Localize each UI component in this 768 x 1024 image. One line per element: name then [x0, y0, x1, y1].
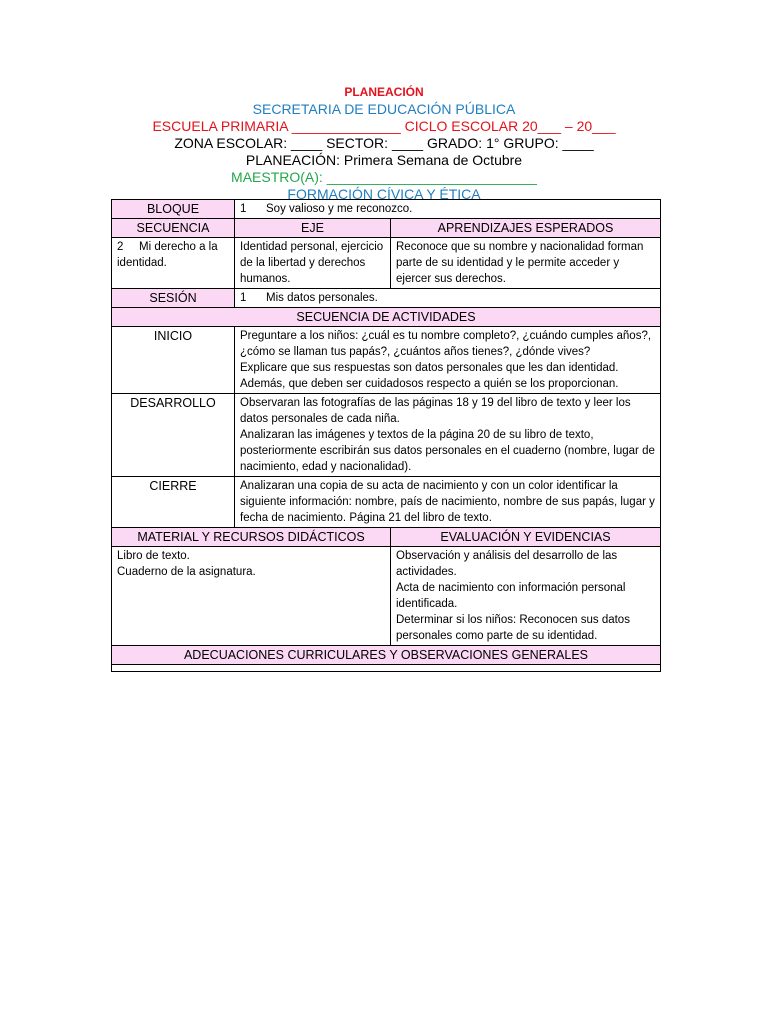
bloque-label: BLOQUE [112, 200, 235, 219]
inicio-paragraph-2: Explicare que sus respuestas son datos personales que les dan identidad. Además, que deben ser cuidadosos respecto a quién se los proporcionan. [240, 362, 619, 390]
sesion-value-cell [235, 289, 661, 308]
planeacion-semana-line: PLANEACIÓN: Primera Semana de Octubre [245, 152, 523, 168]
bloque-value: Soy valioso y me reconozco. [266, 203, 413, 215]
inicio-label: INICIO [112, 327, 235, 394]
adecuaciones-empty-row [112, 665, 661, 672]
material-content [112, 547, 391, 646]
evaluacion-content [391, 547, 661, 646]
planeacion-title: PLANEACIÓN [344, 85, 424, 99]
evaluacion-item: Determinar si los niños: Reconocen sus datos personales como parte de su identidad. [396, 614, 630, 642]
material-header: MATERIAL Y RECURSOS DIDÁCTICOS [112, 528, 391, 547]
desarrollo-paragraph-2: Analizaran las imágenes y textos de la página 20 de su libro de texto, posteriormente escribirán sus datos personales en el cuaderno (nombre, lugar de nacimiento, edad y nacionalidad). [240, 429, 655, 473]
zona-line: ZONA ESCOLAR: ____ SECTOR: ____ GRADO: 1° GRUPO: ____ [174, 135, 594, 151]
desarrollo-paragraph-1: Observaran las fotografías de las páginas 18 y 19 del libro de texto y leer los datos personales de cada niña. [240, 397, 631, 425]
bloque-row [112, 200, 661, 219]
desarrollo-row [112, 394, 661, 477]
secuencia-actividades-header: SECUENCIA DE ACTIVIDADES [112, 308, 661, 327]
material-evaluacion-header-row [112, 528, 661, 547]
secuencia-header: SECUENCIA [112, 219, 235, 238]
cierre-label: CIERRE [112, 477, 235, 528]
desarrollo-content [235, 394, 661, 477]
inicio-row [112, 327, 661, 394]
secuencia-value: Mi derecho a la identidad. [117, 241, 218, 269]
cierre-row [112, 477, 661, 528]
material-item: Libro de texto. [117, 550, 190, 562]
aprendizajes-header: APRENDIZAJES ESPERADOS [391, 219, 661, 238]
material-evaluacion-row [112, 547, 661, 646]
escuela-line: ESCUELA PRIMARIA ______________ CICLO ESCOLAR 20___ – 20___ [152, 118, 616, 134]
aprendizajes-cell: Reconoce que su nombre y nacionalidad forman parte de su identidad y le permite acceder y ejercer sus derechos. [391, 238, 661, 289]
secuencia-row [112, 238, 661, 289]
planning-table [111, 199, 661, 672]
adecuaciones-row [112, 646, 661, 665]
material-item: Cuaderno de la asignatura. [117, 566, 256, 578]
materia-line: FORMACIÓN CÍVICA Y ÉTICA [287, 186, 481, 202]
secuencia-cell [112, 238, 235, 289]
cierre-paragraph-1: Analizaran una copia de su acta de nacimiento y con un color identificar la siguiente información: nombre, país de nacimiento, nombre de sus papás, lugar y fecha de nacimiento. Página 21 del libro de texto. [240, 480, 655, 524]
secuencia-number: 2 [117, 241, 124, 253]
document-header [0, 84, 768, 203]
secuencia-actividades-row [112, 308, 661, 327]
secretaria-line: SECRETARIA DE EDUCACIÓN PÚBLICA [252, 101, 516, 117]
bloque-number: 1 [240, 203, 247, 215]
cierre-content [235, 477, 661, 528]
eje-cell: Identidad personal, ejercicio de la libertad y derechos humanos. [235, 238, 391, 289]
evaluacion-item: Observación y análisis del desarrollo de las actividades. [396, 550, 618, 578]
inicio-paragraph-1: Preguntare a los niños: ¿cuál es tu nombre completo?, ¿cuándo cumples años?, ¿cómo se llaman tus papás?, ¿cuántos años tienes?, ¿dónde vives? [240, 330, 652, 358]
evaluacion-item: Acta de nacimiento con información personal identificada. [396, 582, 626, 610]
sesion-number: 1 [240, 292, 247, 304]
maestro-line: MAESTRO(A): ___________________________ [231, 169, 537, 185]
sesion-value: Mis datos personales. [266, 292, 378, 304]
sesion-row [112, 289, 661, 308]
inicio-content [235, 327, 661, 394]
adecuaciones-header: ADECUACIONES CURRICULARES Y OBSERVACIONES GENERALES [112, 646, 661, 665]
column-header-row [112, 219, 661, 238]
eje-header: EJE [235, 219, 391, 238]
sesion-label: SESIÓN [112, 289, 235, 308]
desarrollo-label: DESARROLLO [112, 394, 235, 477]
bloque-value-cell [235, 200, 661, 219]
evaluacion-header: EVALUACIÓN Y EVIDENCIAS [391, 528, 661, 547]
adecuaciones-content [112, 665, 661, 672]
